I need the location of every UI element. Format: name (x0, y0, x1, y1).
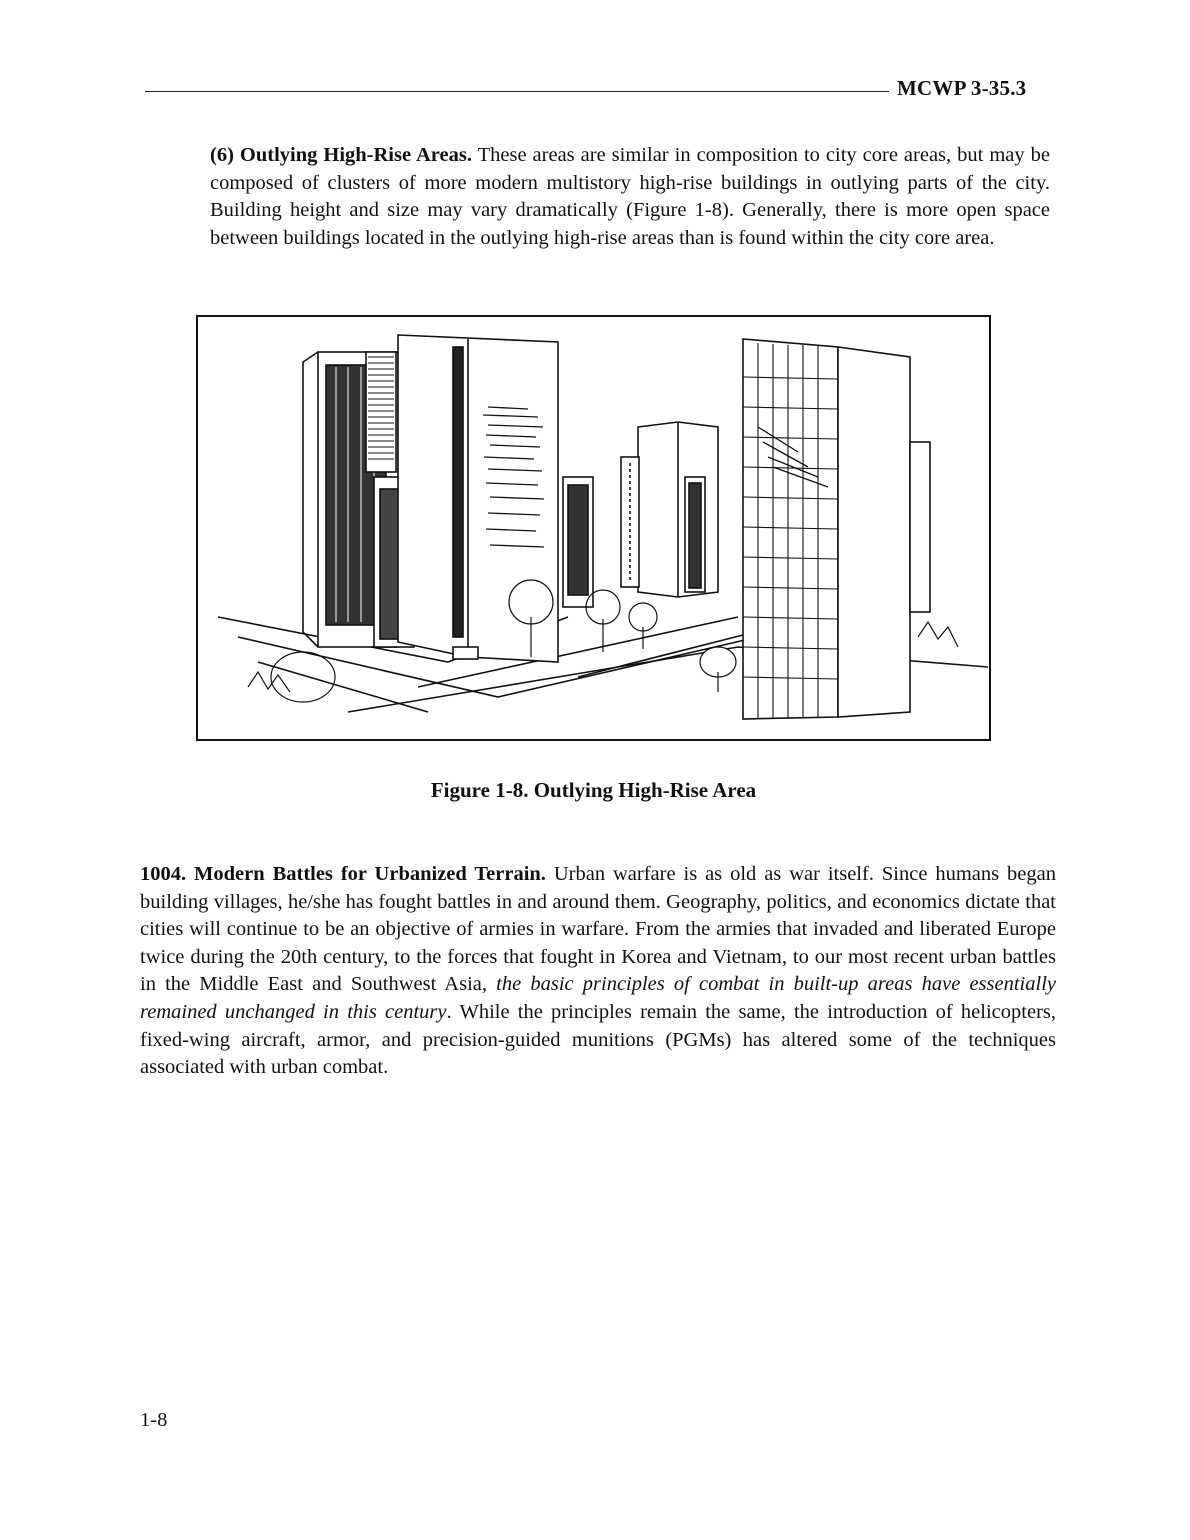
document-id: MCWP 3-35.3 (897, 76, 1027, 100)
paragraph-body-end: . While the principles remain the same, the introduction of helicopters, fixed-wing aircraft, armor, and precision-guided munitions (PGMs) has altered some of the techniques associated with urban combat. (140, 1000, 1056, 1079)
header-rule (145, 91, 889, 92)
paragraph-body: Urban warfare is as old as war itself. Since humans began building villages, he/she has fought battles in and around them. Geography, politics, and economics dictate that cities will continue to be an objective of armies in warfare. From the armies that invaded and liberated Europe twice during the 20th century, to the forces that fought in Korea and Vietnam, to our most recent urban battles in the Middle East and Southwest Asia, (140, 863, 1056, 996)
paragraph-heading: 1004. Modern Battles for Urbanized Terrain. (140, 863, 546, 885)
paragraph-heading: (6) Outlying High-Rise Areas. (210, 144, 472, 166)
paragraph-emphasis: the basic principles of combat in built-up areas have essentially remained unchanged in this century (140, 973, 1056, 1023)
paragraph-outlying-high-rise (210, 142, 1050, 252)
paragraph-body: These areas are similar in composition to city core areas, but may be composed of clusters of more modern multistory high-rise buildings in outlying parts of the city. Building height and size may vary dramatically (Figure 1-8). Generally, there is more open space between buildings located in the outlying high-rise areas than is found within the city core area. (210, 144, 1051, 249)
page-number: 1-8 (140, 1409, 168, 1431)
figure-illustration (196, 315, 991, 741)
paragraph-modern-battles (140, 861, 1056, 1082)
figure-caption: Figure 1-8. Outlying High-Rise Area (430, 778, 757, 802)
high-rise-drawing (198, 317, 989, 739)
